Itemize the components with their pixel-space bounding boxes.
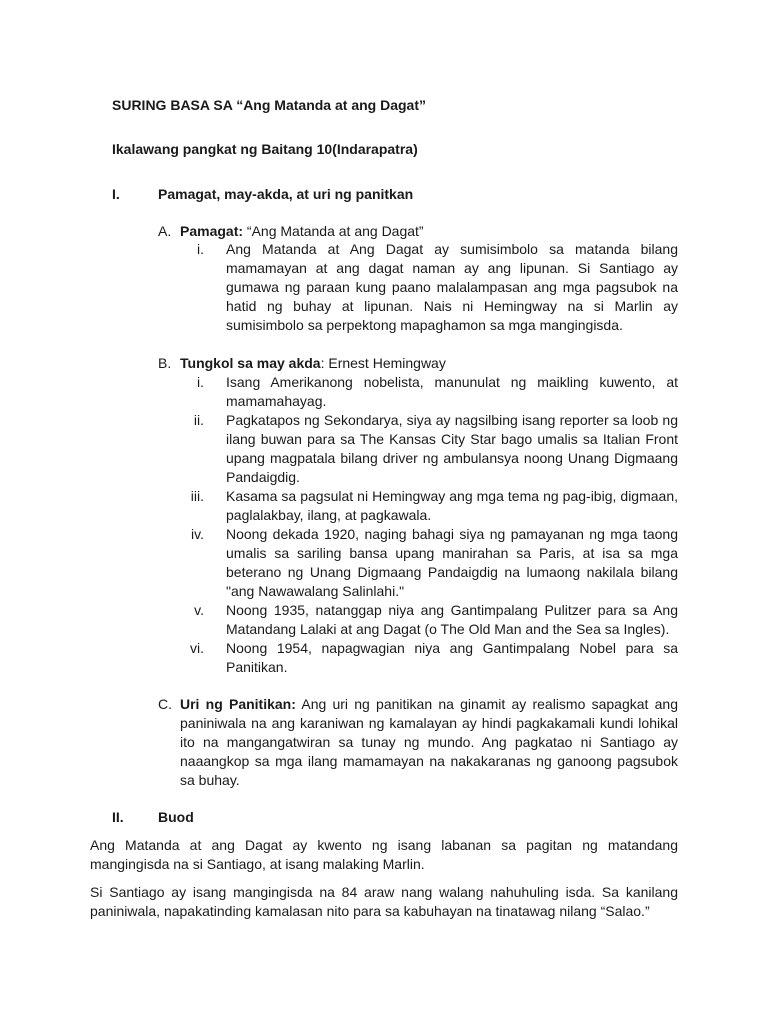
item-b-vi-number: vi. bbox=[190, 640, 204, 656]
group-label: Ikalawang pangkat ng Baitang 10(Indarapatra) bbox=[112, 141, 418, 157]
item-b-iv-text: Noong dekada 1920, naging bahagi siya ng pamayanan ng mga taong umalis sa sariling bansa upang manirahan sa Paris, at isa sa mga beterano ng Unang Digmaang Pandaigdig na lumaong nakilala bilang "ang Nawawalang Salinlahi." bbox=[226, 526, 678, 599]
item-a-i-text: Ang Matanda at Ang Dagat ay sumisimbolo sa matanda bilang mamamayan at ang dagat naman ay ang lipunan. Si Santiago ay gumawa ng paraan kung paano malalampasan ang mga pagsubok na hatid ng buhay at lipunan. Nais ni Hemingway na si Marlin ay sumisimbolo sa perpektong mapaghamon sa mga mangingisda. bbox=[226, 241, 678, 333]
subsection-b-letter: B. bbox=[158, 355, 172, 371]
section-2-number: II. bbox=[112, 809, 124, 825]
item-b-ii-text: Pagkatapos ng Sekondarya, siya ay nagsilbing isang reporter sa loob ng ilang buwan para sa The Kansas City Star bago umalis sa Italian Front upang magpatala bilang driver ng ambulansya noong Unang Digmaang Pandaigdig. bbox=[226, 412, 678, 485]
document-title: SURING BASA SA “Ang Matanda at ang Dagat” bbox=[112, 97, 426, 113]
subsection-b-value: : Ernest Hemingway bbox=[320, 355, 446, 371]
summary-paragraph-2: Si Santiago ay isang mangingisda na 84 araw nang walang nahuhuling isda. Sa kanilang paniniwala, napakatinding kamalasan nito para sa kabuhayan na tinatawag nilang “Salao.” bbox=[90, 884, 678, 919]
subsection-b-label: Tungkol sa may akda bbox=[180, 355, 321, 371]
section-1-number: I. bbox=[112, 186, 120, 202]
item-b-vi-text: Noong 1954, napagwagian niya ang Gantimpalang Nobel para sa Panitikan. bbox=[226, 640, 678, 675]
subsection-b-heading bbox=[158, 354, 446, 373]
subsection-c-paragraph bbox=[180, 695, 678, 790]
item-b-ii-number: ii. bbox=[193, 412, 204, 428]
item-b-v-text: Noong 1935, natanggap niya ang Gantimpalang Pulitzer para sa Ang Matandang Lalaki at ang Dagat (o The Old Man and the Sea sa Ingles). bbox=[226, 602, 678, 637]
section-1-heading: Pamagat, may-akda, at uri ng panitkan bbox=[158, 186, 414, 202]
item-b-iv-number: iv. bbox=[191, 526, 204, 542]
item-a-i-number: i. bbox=[197, 241, 204, 257]
subsection-a-value: “Ang Matanda at ang Dagat” bbox=[243, 223, 424, 239]
section-2-heading: Buod bbox=[158, 809, 194, 825]
item-b-iii-number: iii. bbox=[190, 488, 204, 504]
subsection-a-label: Pamagat: bbox=[180, 223, 244, 239]
item-b-i-number: i. bbox=[197, 374, 204, 390]
subsection-c-text: Ang uri ng panitikan na ginamit ay realismo sapagkat ang paniniwala na ang karaniwan ng kamalayan ay hindi pagkakamali kundi lohikal ito na mangangatwiran sa tunay ng mundo. Ang pagkatao ni Santiago ay naaangkop sa mga ilang mamamayan na nakakaranas ng ganoong pagsubok sa buhay. bbox=[180, 696, 679, 788]
summary-paragraph-1: Ang Matanda at ang Dagat ay kwento ng isang labanan sa pagitan ng matandang mangingisda na si Santiago, at isang malaking Marlin. bbox=[90, 837, 678, 872]
subsection-c-letter: C. bbox=[158, 696, 172, 712]
item-b-v-number: v. bbox=[194, 602, 204, 618]
item-b-iii-text: Kasama sa pagsulat ni Hemingway ang mga tema ng pag-ibig, digmaan, paglalakbay, ilang, at pagkawala. bbox=[226, 488, 678, 523]
subsection-a-letter: A. bbox=[158, 223, 172, 239]
item-b-i-text: Isang Amerikanong nobelista, manunulat ng maikling kuwento, at mamamahayag. bbox=[226, 374, 678, 409]
subsection-c-label: Uri ng Panitikan: bbox=[180, 696, 296, 712]
subsection-a-heading bbox=[158, 222, 424, 241]
